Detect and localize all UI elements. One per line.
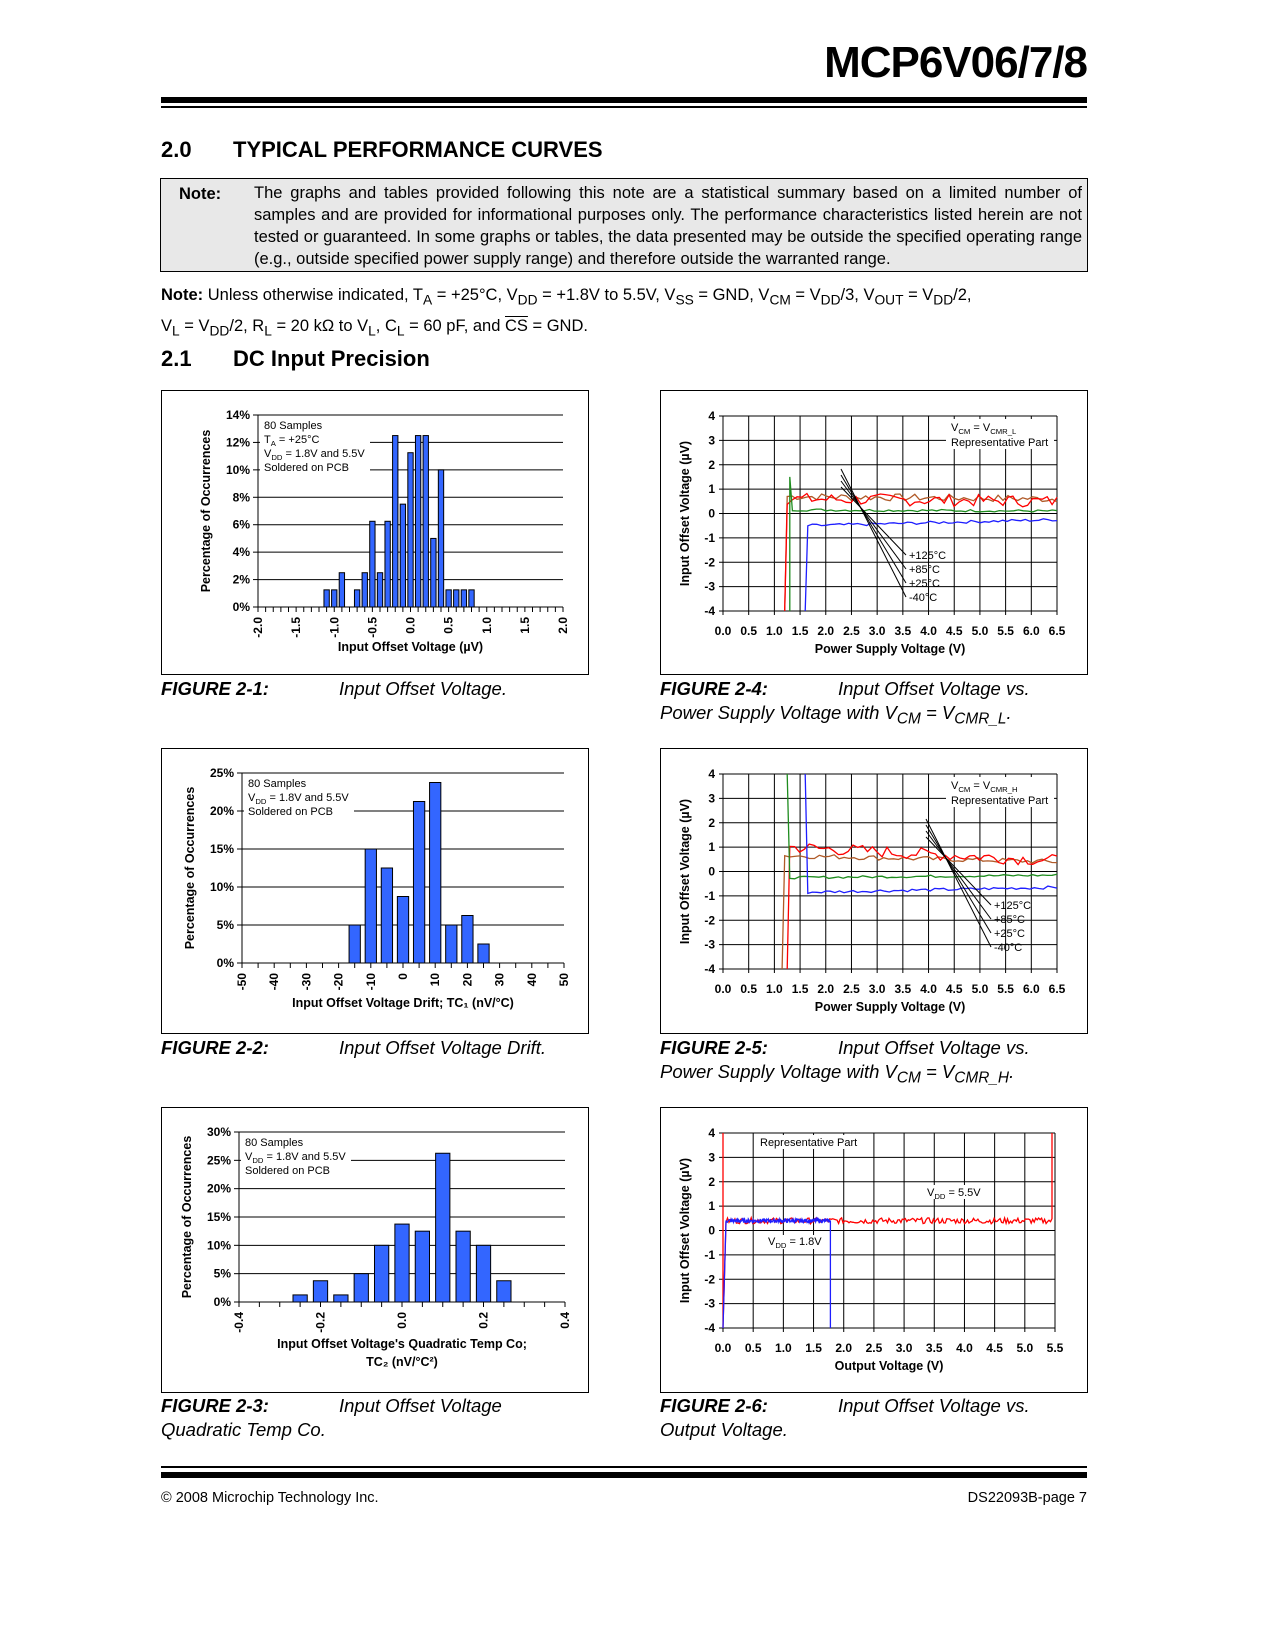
svg-text:0.4: 0.4 (558, 1312, 572, 1329)
svg-text:5.0: 5.0 (1016, 1341, 1034, 1355)
footer-rule-thick (161, 1472, 1087, 1478)
svg-text:-2: -2 (704, 913, 715, 928)
figure-caption-2: Power Supply Voltage with $V_{CM} = V_{CMR\_H}$. (660, 1061, 1015, 1087)
svg-text:0%: 0% (232, 600, 250, 614)
svg-text:20%: 20% (206, 1181, 231, 1196)
svg-text:-1: -1 (704, 1247, 715, 1262)
subsection-title: DC Input Precision (233, 346, 430, 371)
svg-text:Soldered on PCB: Soldered on PCB (245, 1165, 330, 1177)
svg-text:1.0: 1.0 (775, 1341, 792, 1355)
svg-text:1.0: 1.0 (479, 617, 494, 634)
figure-number: FIGURE 2-2: (161, 1037, 269, 1058)
svg-text:-2: -2 (704, 555, 715, 570)
svg-text:Representative Part: Representative Part (951, 795, 1049, 807)
svg-text:Input Offset Voltage's Quadrat: Input Offset Voltage's Quadratic Temp Co; (277, 1337, 527, 1351)
svg-text:1.0: 1.0 (766, 982, 783, 996)
svg-text:+25°C: +25°C (909, 578, 941, 590)
figure-caption-2: Output Voltage. (660, 1419, 788, 1440)
svg-text:0.0: 0.0 (714, 982, 732, 996)
svg-text:6%: 6% (232, 517, 250, 532)
svg-text:10%: 10% (209, 880, 234, 894)
svg-text:1.0: 1.0 (766, 624, 783, 638)
svg-text:-40: -40 (267, 973, 282, 991)
svg-text:+125°C: +125°C (994, 900, 1032, 912)
svg-text:4.0: 4.0 (956, 1341, 973, 1355)
section-number: 2.0 (161, 137, 192, 162)
svg-text:+125°C: +125°C (909, 550, 947, 562)
svg-text:-30: -30 (299, 973, 314, 991)
svg-text:Input Offset Voltage (µV): Input Offset Voltage (µV) (337, 640, 484, 654)
svg-text:+85°C: +85°C (909, 564, 941, 576)
figure-number: FIGURE 2-4: (660, 678, 768, 699)
caption-fig2-2 (161, 1036, 546, 1060)
header-rule-thick (161, 97, 1087, 103)
svg-text:TC₂ (nV/°C²): TC₂ (nV/°C²) (366, 1355, 438, 1369)
svg-text:6.0: 6.0 (1022, 624, 1040, 638)
svg-text:Output Voltage (V): Output Voltage (V) (834, 1359, 944, 1373)
figure-caption: Input Offset Voltage Drift. (339, 1037, 547, 1058)
svg-text:VDD​ = 5.5V: $V_{DD} = 5.5V$ (927, 1187, 981, 1201)
note-text: The graphs and tables provided following this note are a statistical summary based on a limited number of samples and are provided for informational purposes only. The performance characteristics listed herein are not tested or guaranteed. In some graphs or tables, the data presented may be outside the specified operating range (e.g., outside specified power supply range) and therefore outside the warranted range. (254, 184, 1082, 268)
svg-text:-10: -10 (363, 973, 378, 991)
svg-text:4%: 4% (232, 545, 250, 560)
svg-text:6.5: 6.5 (1048, 624, 1066, 638)
svg-text:VDD​ = 1.8V: $V_{DD} = 1.8V$ (768, 1236, 822, 1250)
svg-text:3.0: 3.0 (868, 624, 886, 638)
svg-text:VDD​ = 1.8V and 5.5V: $V_{DD} = 1.8V$ and 5.5V (245, 1151, 346, 1165)
figure-caption: Input Offset Voltage (339, 1395, 502, 1416)
svg-text:1.5: 1.5 (517, 617, 532, 634)
svg-text:0%: 0% (213, 1295, 231, 1309)
svg-text:80 Samples: 80 Samples (245, 1137, 304, 1149)
svg-text:14%: 14% (225, 408, 250, 422)
svg-text:0.0: 0.0 (714, 624, 732, 638)
svg-text:80 Samples: 80 Samples (248, 778, 307, 790)
svg-text:-2.0: -2.0 (251, 617, 265, 638)
svg-text:Soldered on PCB: Soldered on PCB (248, 806, 333, 818)
svg-text:2: 2 (708, 1174, 715, 1189)
svg-text:0.2: 0.2 (476, 1312, 491, 1329)
figure-number: FIGURE 2-3: (161, 1395, 269, 1416)
svg-text:1.5: 1.5 (805, 1341, 822, 1355)
svg-text:5.0: 5.0 (971, 624, 989, 638)
subsection-heading (161, 346, 430, 372)
svg-text:3.0: 3.0 (895, 1341, 913, 1355)
svg-text:0.5: 0.5 (740, 982, 758, 996)
svg-text:VDD​ = 1.8V and 5.5V: $V_{DD} = 1.8V$ and 5.5V (248, 792, 349, 806)
svg-text:-0.5: -0.5 (365, 617, 380, 638)
footer-rule-thin (161, 1466, 1087, 1468)
page-number: DS22093B-page 7 (967, 1490, 1087, 1506)
svg-text:-40°C: -40°C (994, 942, 1023, 954)
chart-fig2-2 (161, 748, 589, 1034)
svg-text:25%: 25% (206, 1153, 231, 1168)
svg-text:0: 0 (396, 973, 410, 980)
document-title: MCP6V06/7/8 (824, 38, 1087, 87)
svg-text:15%: 15% (209, 842, 234, 856)
figure-caption: Input Offset Voltage vs. (838, 678, 1030, 699)
svg-text:Percentage of Occurrences: Percentage of Occurrences (199, 429, 213, 593)
svg-text:2: 2 (708, 457, 715, 472)
svg-text:Soldered on PCB: Soldered on PCB (264, 462, 349, 474)
svg-text:2%: 2% (232, 572, 250, 587)
section-title: TYPICAL PERFORMANCE CURVES (233, 137, 603, 162)
caption-fig2-5 (660, 1036, 1030, 1091)
header-rule-thin (161, 106, 1087, 108)
svg-text:0.5: 0.5 (441, 617, 456, 634)
figure-caption-2: Quadratic Temp Co. (161, 1419, 326, 1440)
svg-text:30%: 30% (206, 1125, 231, 1139)
caption-fig2-1 (161, 677, 507, 701)
caption-fig2-4 (660, 677, 1030, 732)
svg-text:12%: 12% (225, 435, 250, 450)
svg-text:30: 30 (492, 973, 507, 987)
svg-text:4.0: 4.0 (920, 982, 937, 996)
svg-text:20%: 20% (209, 804, 234, 818)
figure-number: FIGURE 2-1: (161, 678, 269, 699)
svg-text:5%: 5% (213, 1266, 231, 1281)
svg-text:4.5: 4.5 (945, 624, 963, 638)
svg-text:2: 2 (708, 815, 715, 830)
chart-fig2-3 (161, 1107, 589, 1393)
svg-text:4: 4 (708, 1126, 715, 1140)
svg-text:2.0: 2.0 (556, 617, 570, 634)
svg-text:2.5: 2.5 (843, 624, 860, 638)
svg-text:3: 3 (708, 1150, 715, 1165)
svg-text:Power Supply Voltage (V): Power Supply Voltage (V) (814, 1000, 966, 1014)
svg-text:-0.2: -0.2 (313, 1312, 328, 1333)
svg-text:2.5: 2.5 (843, 982, 860, 996)
svg-text:2.0: 2.0 (817, 624, 835, 638)
copyright: © 2008 Microchip Technology Inc. (161, 1490, 379, 1506)
disclaimer-note (160, 178, 1088, 272)
svg-text:Percentage of Occurrences: Percentage of Occurrences (183, 786, 197, 950)
svg-text:TA​ = +25°C: $T_A = +25^\circ C$ (264, 434, 320, 448)
svg-text:-1.0: -1.0 (327, 617, 342, 638)
svg-text:1: 1 (708, 840, 715, 855)
svg-text:-4: -4 (704, 604, 715, 618)
svg-text:10%: 10% (206, 1238, 231, 1253)
svg-text:-20: -20 (331, 973, 346, 991)
svg-text:-50: -50 (235, 973, 249, 991)
svg-text:80 Samples: 80 Samples (264, 420, 323, 432)
svg-text:+85°C: +85°C (994, 914, 1026, 926)
svg-text:Representative Part: Representative Part (951, 437, 1049, 449)
svg-text:-1: -1 (704, 888, 715, 903)
svg-text:3: 3 (708, 791, 715, 806)
svg-text:3.5: 3.5 (894, 624, 912, 638)
svg-text:1.5: 1.5 (791, 982, 809, 996)
svg-text:-0.4: -0.4 (232, 1312, 246, 1333)
svg-text:5.5: 5.5 (1046, 1341, 1064, 1355)
svg-text:50: 50 (557, 973, 571, 987)
svg-text:5%: 5% (216, 918, 234, 932)
svg-text:-2: -2 (704, 1272, 715, 1287)
svg-text:0.5: 0.5 (744, 1341, 762, 1355)
chart-fig2-1 (161, 390, 589, 675)
svg-text:0: 0 (708, 1223, 715, 1238)
svg-text:-1: -1 (704, 530, 715, 545)
svg-text:6.0: 6.0 (1022, 982, 1040, 996)
svg-text:3: 3 (708, 433, 715, 448)
conditions-line-2: $V_L = V_{DD}/2$, $R_L = 20$ kΩ to $V_L$, $C_L = 60$ pF, and $\overline{CS}$ = GND. (161, 317, 588, 339)
svg-text:20: 20 (460, 973, 475, 987)
test-conditions (161, 282, 1091, 345)
svg-text:Percentage of Occurrences: Percentage of Occurrences (180, 1135, 194, 1299)
figure-caption: Input Offset Voltage vs. (838, 1037, 1030, 1058)
svg-text:-4: -4 (704, 962, 715, 976)
note-label: Note: (179, 185, 222, 203)
svg-text:0.0: 0.0 (403, 617, 418, 634)
svg-text:40: 40 (524, 973, 539, 987)
svg-text:+25°C: +25°C (994, 928, 1026, 940)
svg-text:0: 0 (708, 506, 715, 521)
svg-text:-3: -3 (704, 1296, 715, 1311)
caption-fig2-3 (161, 1394, 502, 1442)
svg-text:-3: -3 (704, 937, 715, 952)
svg-text:0.5: 0.5 (740, 624, 758, 638)
svg-text:Input Offset Voltage (µV): Input Offset Voltage (µV) (678, 798, 692, 945)
caption-fig2-6 (660, 1394, 1030, 1442)
section-heading (161, 137, 603, 163)
svg-text:6.5: 6.5 (1048, 982, 1066, 996)
svg-text:1: 1 (708, 1199, 715, 1214)
svg-text:25%: 25% (209, 766, 234, 780)
conditions-label: Note: (161, 286, 204, 304)
svg-text:5.5: 5.5 (997, 624, 1014, 638)
svg-text:2.0: 2.0 (817, 982, 835, 996)
svg-text:3.0: 3.0 (868, 982, 886, 996)
svg-text:Power Supply Voltage (V): Power Supply Voltage (V) (814, 642, 966, 656)
svg-text:Input Offset Voltage Drift; TC: Input Offset Voltage Drift; TC₁ (nV/°C) (292, 996, 514, 1010)
svg-text:15%: 15% (206, 1210, 231, 1224)
svg-text:VCM​ = VCMR_L​: $V_{CM} = V_{CMR\_L}$ (951, 422, 1017, 436)
svg-text:-3: -3 (704, 579, 715, 594)
svg-text:1.5: 1.5 (791, 624, 809, 638)
svg-text:4.5: 4.5 (986, 1341, 1003, 1355)
subsection-number: 2.1 (161, 346, 192, 371)
svg-text:4: 4 (708, 767, 715, 781)
svg-text:0%: 0% (216, 956, 234, 970)
figure-number: FIGURE 2-6: (660, 1395, 768, 1416)
conditions-line-1: Unless otherwise indicated, $T_A = +25^\circ C$, $V_{DD} = +1.8V$ to 5.5V, $V_{SS}$ = GND, $V_{CM} = V_{DD}/3$, $V_{OUT} = V_{DD}/2$, (207, 286, 972, 308)
svg-text:2.0: 2.0 (835, 1341, 853, 1355)
svg-text:-40°C: -40°C (909, 592, 938, 604)
svg-text:-1.5: -1.5 (289, 617, 304, 638)
svg-text:4: 4 (708, 409, 715, 423)
svg-text:1: 1 (708, 482, 715, 497)
svg-text:4.0: 4.0 (920, 624, 937, 638)
figure-caption: Input Offset Voltage vs. (838, 1395, 1030, 1416)
svg-text:0.0: 0.0 (714, 1341, 732, 1355)
svg-text:3.5: 3.5 (925, 1341, 943, 1355)
figure-caption: Input Offset Voltage. (339, 678, 507, 699)
chart-fig2-6 (660, 1107, 1088, 1393)
svg-text:0.0: 0.0 (395, 1312, 409, 1329)
figure-number: FIGURE 2-5: (660, 1037, 768, 1058)
figure-caption-2: Power Supply Voltage with $V_{CM} = V_{CMR\_L}$. (660, 702, 1012, 728)
chart-fig2-5 (660, 748, 1088, 1034)
svg-text:Input Offset Voltage (µV): Input Offset Voltage (µV) (678, 1157, 692, 1304)
svg-text:5.0: 5.0 (971, 982, 989, 996)
svg-text:Representative Part: Representative Part (760, 1137, 858, 1149)
svg-text:-4: -4 (704, 1321, 715, 1335)
chart-fig2-4 (660, 390, 1088, 675)
svg-text:VCM​ = VCMR_H​: $V_{CM} = V_{CMR\_H}$ (951, 780, 1018, 794)
svg-text:Input Offset Voltage (µV): Input Offset Voltage (µV) (678, 440, 692, 587)
svg-text:5.5: 5.5 (997, 982, 1014, 996)
svg-text:VDD​ = 1.8V and 5.5V: $V_{DD} = 1.8V$ and 5.5V (264, 448, 365, 462)
svg-text:10%: 10% (225, 462, 250, 477)
svg-text:10: 10 (428, 973, 443, 987)
svg-text:4.5: 4.5 (945, 982, 963, 996)
svg-text:0: 0 (708, 864, 715, 879)
svg-text:8%: 8% (232, 490, 250, 505)
svg-text:2.5: 2.5 (865, 1341, 883, 1355)
svg-text:3.5: 3.5 (894, 982, 912, 996)
